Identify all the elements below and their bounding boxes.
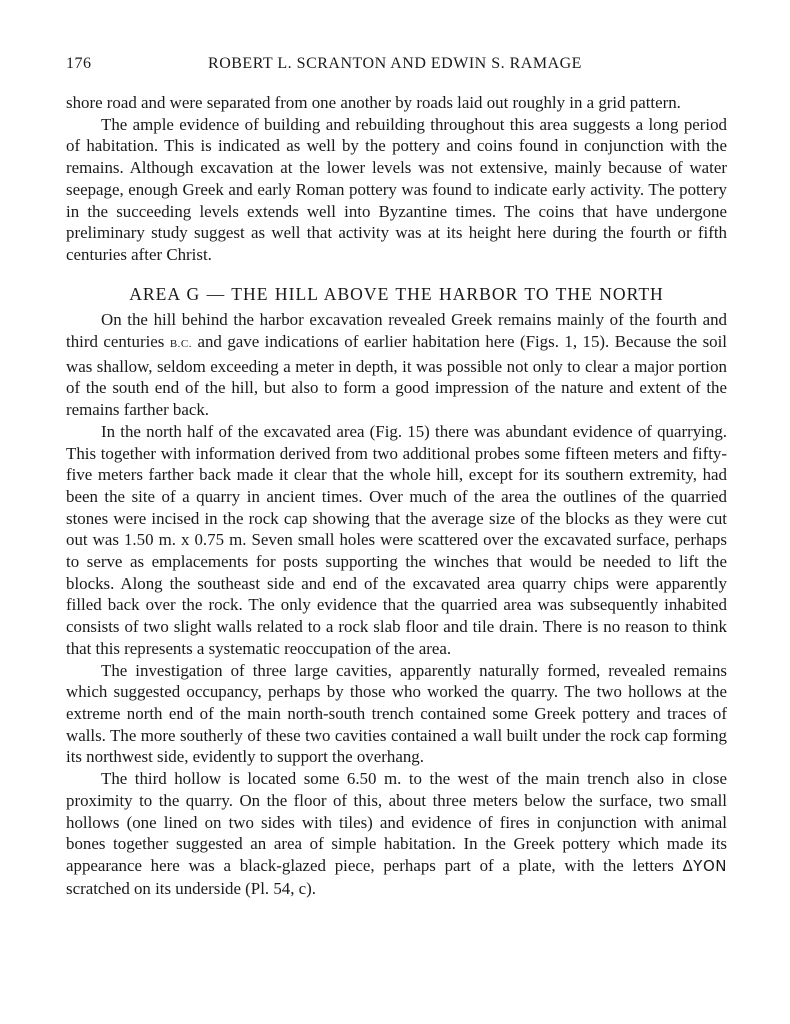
text-run: The third hollow is located some 6.50 m. to the west of the main trench also in close proximity to the quarry. On the floor of this, about three meters below the surface, two small hollows (one lined on two sides with tiles) and evidence of fires in conjunction with animal bones together suggested an area of simple habitation. In the Greek pottery which made its appearance here was a black-glazed piece, perhaps part of a plate, with the letters (66, 769, 727, 875)
running-header (66, 55, 724, 79)
paragraph-third-hollow (66, 768, 727, 899)
greek-inscription: ΔΥΟΝ (682, 856, 727, 875)
paragraph-habitation: The ample evidence of building and rebuilding throughout this area suggests a long period of habitation. This is indicated as well by the pottery and coins found in conjunction with the remains. Although excavation at the lower levels was not extensive, mainly because of water seepage, enough Greek and early Roman pottery was found to indicate early activity. The pottery in the succeeding levels extends well into Byzantine times. The coins that have undergone preliminary study suggest as well that activity was at its height here during the fourth or fifth centuries after Christ. (66, 114, 727, 264)
text-run: and gave indications of earlier habitation here (Figs. 1, 15). Because the soil was shallow, seldom exceeding a meter in depth, it was possible not only to clear a major portion of the south end of the hill, but also to form a good impression of the nature and extent of the remains farther back. (66, 332, 727, 420)
paragraph-cavities: The investigation of three large cavities, apparently naturally formed, revealed remains which suggested occupancy, perhaps by those who worked the quarry. The two hollows at the extreme north end of the main north-south trench contained some Greek pottery and traces of walls. The more southerly of these two cavities contained a wall built under the rock cap forming its northwest side, evidently to support the overhang. (66, 660, 727, 767)
body-text (66, 92, 727, 899)
text-run: On the hill behind the harbor excavation revealed Greek remains mainly of the fourth and third centuries (66, 310, 727, 352)
small-caps-bc: B.C. (169, 338, 192, 351)
section-heading-area-g: AREA G — THE HILL ABOVE THE HARBOR TO THE NORTH (129, 283, 664, 304)
paragraph-hill-remains (66, 309, 727, 421)
paragraph-quarrying: In the north half of the excavated area (Fig. 15) there was abundant evidence of quarrying. This together with information derived from two additional probes some fifteen meters and fifty-five meters farther back made it clear that the whole hill, except for its southern extremity, had been the site of a quarry in ancient times. Over much of the area the outlines of the quarried stones were incised in the rock cap showing that the average size of the blocks as they were cut out was 1.50 m. x 0.75 m. Seven small holes were scattered over the excavated surface, perhaps to serve as emplacements for posts supporting the winches that would be needed to lift the blocks. Along the southeast side and end of the excavated area quarry chips were apparently filled back over the rock. The only evidence that the quarried area was subsequently inhabited consists of two slight walls related to a rock slab floor and tile drain. There is no reason to think that this represents a systematic reoccupation of the area. (66, 421, 727, 658)
paragraph-continuation: shore road and were separated from one another by roads laid out roughly in a grid pattern. (66, 93, 681, 112)
page-number: 176 (66, 55, 92, 72)
text-run: scratched on its underside (Pl. 54, c). (66, 878, 317, 898)
running-head-authors: ROBERT L. SCRANTON AND EDWIN S. RAMAGE (208, 55, 582, 72)
